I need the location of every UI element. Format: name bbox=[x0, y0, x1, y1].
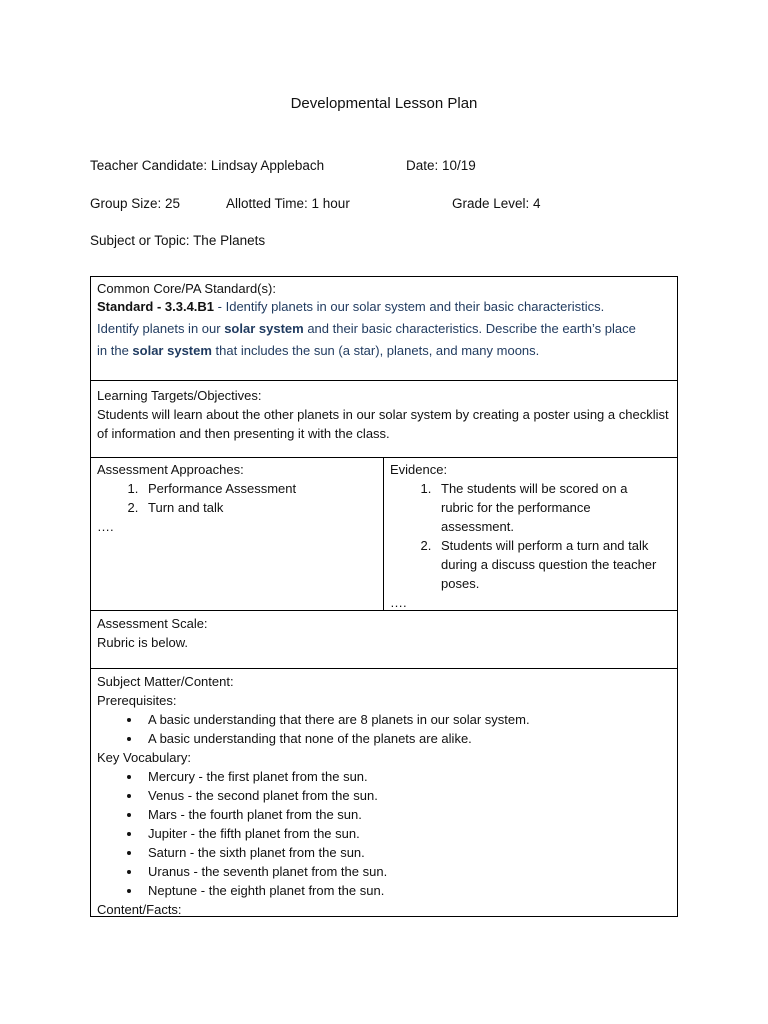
teacher-candidate: Teacher Candidate: Lindsay Applebach bbox=[90, 158, 325, 173]
evidence-cell bbox=[384, 458, 677, 610]
vocab-list bbox=[97, 767, 671, 900]
objectives-cell bbox=[91, 381, 677, 458]
scale-heading: Assessment Scale: bbox=[97, 616, 208, 631]
list-item: • Neptune - the eighth planet from the sun. bbox=[142, 881, 671, 900]
list-item: 2. Students will perform a turn and talk during a discuss question the teacher poses. bbox=[435, 536, 661, 593]
standard-line-1: Standard - 3.3.4.B1 - Identify planets in our solar system and their basic characteristics. bbox=[97, 299, 605, 314]
list-item: • A basic understanding that there are 8 planets in our solar system. bbox=[142, 710, 671, 729]
objectives-text: Students will learn about the other planets in our solar system by creating a poster using a checklist of information and then presenting it with the class. bbox=[97, 407, 669, 441]
list-item: • Saturn - the sixth planet from the sun. bbox=[142, 843, 671, 862]
list-item: 1. Performance Assessment bbox=[142, 479, 377, 498]
list-item: 1. The students will be scored on a rubric for the performance assessment. bbox=[435, 479, 661, 536]
standards-cell bbox=[91, 277, 677, 381]
assessment-row bbox=[91, 458, 677, 611]
list-item: 2. Turn and talk bbox=[142, 498, 377, 517]
assessment-ellipsis: …. bbox=[97, 519, 114, 534]
list-item: • Uranus - the seventh planet from the sun. bbox=[142, 862, 671, 881]
lesson-plan-table bbox=[90, 276, 678, 917]
objectives-heading: Learning Targets/Objectives: bbox=[97, 388, 262, 403]
assessment-cell bbox=[91, 458, 384, 610]
list-item: • Mars - the fourth planet from the sun. bbox=[142, 805, 671, 824]
evidence-heading: Evidence: bbox=[390, 462, 448, 477]
evidence-ellipsis: …. bbox=[390, 595, 407, 610]
standard-label: Standard - 3.3.4.B1 bbox=[97, 299, 215, 314]
assessment-scale-cell bbox=[91, 611, 677, 669]
standard-line-2: Identify planets in our solar system and their basic characteristics. Describe the earth’s place bbox=[97, 321, 636, 336]
scale-text: Rubric is below. bbox=[97, 635, 189, 650]
standard-line-3: in the solar system that includes the sun (a star), planets, and many moons. bbox=[97, 343, 540, 358]
content-cell bbox=[91, 669, 677, 916]
group-size: Group Size: 25 bbox=[90, 196, 181, 211]
allotted-time: Allotted Time: 1 hour bbox=[226, 196, 350, 211]
vocab-heading: Key Vocabulary: bbox=[97, 750, 191, 765]
prereq-list bbox=[97, 710, 671, 748]
list-item: • A basic understanding that none of the planets are alike. bbox=[142, 729, 671, 748]
list-item: • Mercury - the first planet from the sun. bbox=[142, 767, 671, 786]
list-item: • Jupiter - the fifth planet from the sun. bbox=[142, 824, 671, 843]
prereq-heading: Prerequisites: bbox=[97, 693, 177, 708]
assessment-list bbox=[97, 479, 377, 517]
content-heading: Subject Matter/Content: bbox=[97, 674, 234, 689]
subject-topic: Subject or Topic: The Planets bbox=[90, 233, 266, 248]
facts-heading: Content/Facts: bbox=[97, 902, 182, 917]
date: Date: 10/19 bbox=[406, 158, 476, 173]
evidence-list bbox=[390, 479, 671, 593]
standards-heading: Common Core/PA Standard(s): bbox=[97, 281, 276, 296]
list-item: • Venus - the second planet from the sun. bbox=[142, 786, 671, 805]
page-title: Developmental Lesson Plan bbox=[290, 95, 478, 112]
standard-description: Identify planets in our solar system and their basic characteristics. bbox=[225, 299, 605, 314]
grade-level: Grade Level: 4 bbox=[452, 196, 541, 211]
assessment-heading: Assessment Approaches: bbox=[97, 462, 244, 477]
